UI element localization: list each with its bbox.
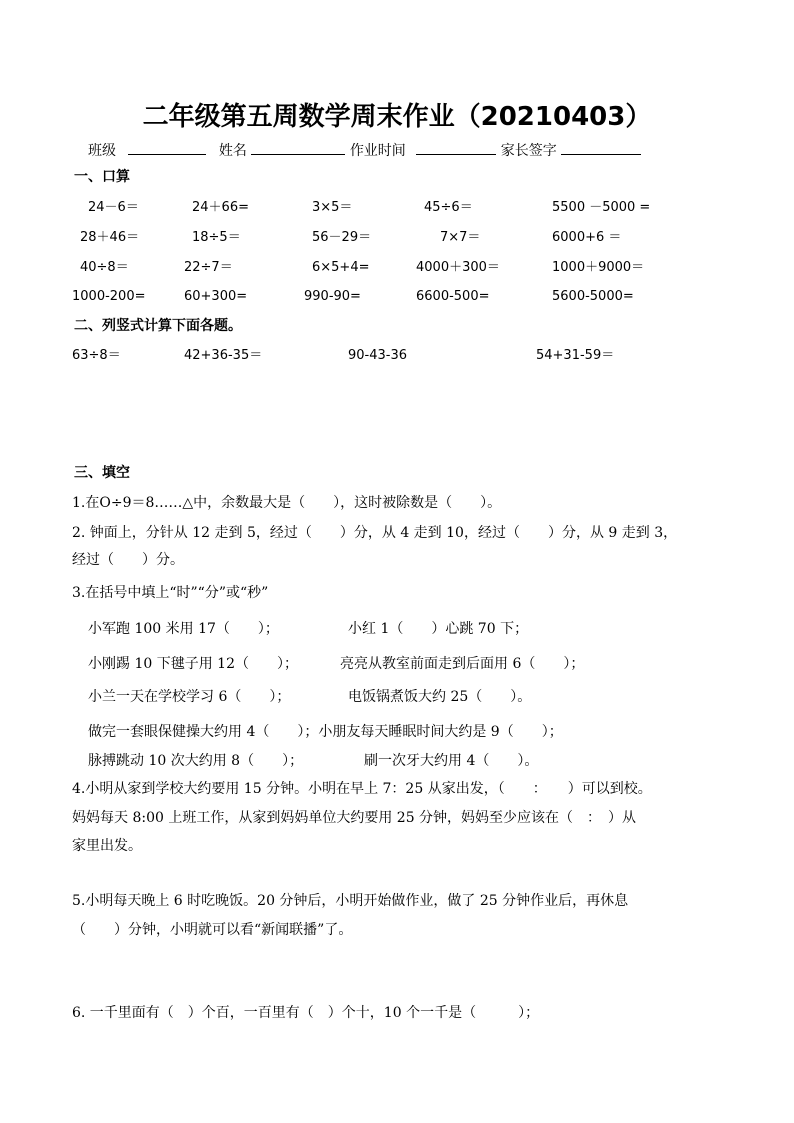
question-6: 6. 一千里面有（ ）个百，一百里有（ ）个十，10 个一千是（ ）；	[72, 1005, 540, 1021]
question-5-line-1: 5.小明每天晚上 6 时吃晚饭。20 分钟后，小明开始做作业，做了 25 分钟作业后，再休息	[72, 893, 629, 909]
question-3-item: 脉搏跳动 10 次大约用 8（ ）；	[88, 753, 304, 769]
oral-item: 1000-200=	[72, 289, 146, 304]
oral-item: 3×5＝	[312, 200, 353, 215]
oral-item: 5600-5000=	[552, 289, 634, 304]
class-label: 班级	[88, 143, 116, 159]
question-5-line-2: （ ）分钟，小明就可以看“新闻联播”了。	[72, 922, 353, 938]
oral-item: 28＋46＝	[80, 230, 140, 245]
vertical-item: 54+31-59＝	[536, 348, 615, 363]
question-1: 1.在O÷9＝8……△中，余数最大是（ ），这时被除数是（ ）。	[72, 495, 502, 511]
vertical-item: 42+36-35＝	[184, 348, 263, 363]
oral-item: 990-90=	[304, 289, 361, 304]
oral-item: 40÷8＝	[80, 260, 129, 275]
vertical-item: 90-43-36	[348, 348, 408, 363]
oral-item: 60+300=	[184, 289, 248, 304]
question-3-item: 小兰一天在学校学习 6（ ）；	[88, 689, 291, 705]
oral-item: 18÷5＝	[192, 230, 241, 245]
question-3-item: 小刚踢 10 下毽子用 12（ ）；	[88, 656, 298, 672]
oral-item: 5500 －5000 =	[552, 200, 651, 215]
section-vertical-heading: 二、列竖式计算下面各题。	[74, 318, 242, 334]
question-2-line-1: 2. 钟面上，分针从 12 走到 5，经过（ ）分，从 4 走到 10，经过（ ）分，从 9 走到 3，	[72, 525, 678, 541]
name-field[interactable]	[251, 140, 345, 155]
question-3-item: 小军跑 100 米用 17（ ）；	[88, 621, 279, 637]
section-fill-heading: 三、填空	[74, 465, 130, 481]
question-3-item: 亮亮从教室前面走到后面用 6（ ）；	[340, 656, 585, 672]
class-field[interactable]	[128, 140, 206, 155]
time-label: 作业时间	[349, 143, 406, 159]
vertical-item: 63÷8＝	[72, 348, 121, 363]
oral-item: 56－29＝	[312, 230, 372, 245]
question-4-line-2: 妈妈每天 8:00 上班工作，从家到妈妈单位大约要用 25 分钟，妈妈至少应该在（ ： ）从	[72, 810, 637, 826]
question-4-line-1: 4.小明从家到学校大约要用 15 分钟。小明在早上 7：25 从家出发，（ ： ）可以到校。	[72, 781, 652, 797]
page-title: 二年级第五周数学周末作业（20210403）	[142, 102, 652, 132]
question-3-item: 电饭锅煮饭大约 25（ ）。	[348, 689, 532, 705]
question-3-item: 小红 1（ ）心跳 70 下；	[348, 621, 529, 637]
question-3-item: 做完一套眼保健操大约用 4（ ）；小朋友每天睡眠时间大约是 9（ ）；	[88, 724, 563, 740]
oral-item: 6600-500=	[416, 289, 490, 304]
name-label: 姓名	[218, 143, 247, 159]
oral-item: 6×5+4=	[312, 260, 370, 275]
section-oral-heading: 一、口算	[74, 169, 130, 185]
oral-item: 7×7＝	[440, 230, 481, 245]
oral-item: 24＋66=	[192, 200, 249, 215]
question-3: 3.在括号中填上“时”“分”或“秒”	[72, 585, 269, 601]
question-4-line-3: 家里出发。	[72, 838, 142, 854]
oral-item: 24－6＝	[88, 200, 139, 215]
parent-sign-label: 家长签字	[500, 143, 557, 159]
header-info	[88, 140, 641, 160]
oral-item: 22÷7＝	[184, 260, 233, 275]
oral-item: 45÷6＝	[424, 200, 473, 215]
oral-item: 4000＋300＝	[416, 260, 500, 275]
oral-item: 1000＋9000＝	[552, 260, 645, 275]
parent-sign-field[interactable]	[561, 140, 641, 155]
question-3-item: 刷一次牙大约用 4（ ）。	[364, 753, 539, 769]
question-2-line-2: 经过（ ）分。	[72, 552, 184, 568]
time-field[interactable]	[416, 140, 496, 155]
oral-item: 6000+6 ＝	[552, 230, 622, 245]
